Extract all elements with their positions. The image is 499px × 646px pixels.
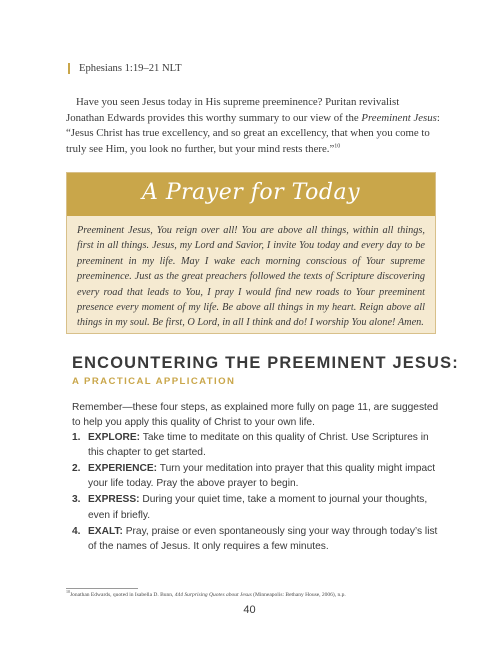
step-item (72, 430, 440, 460)
step-text: Turn your meditation into prayer that this quality might impact your life today. Pray the above prayer to begin. (88, 463, 436, 490)
step-item (72, 461, 440, 491)
step-item (72, 492, 440, 522)
step-label: EXPRESS: (88, 494, 140, 506)
intro-text-end: : “Jesus Christ has true excellency, and so great an excellency, that when you come to truly see Him, you look no further, but your mind rests there.” (66, 111, 440, 155)
intro-text-start: Have you seen Jesus today in His supreme preeminence? Puritan revivalist Jonathan Edwards provides this worthy summary to our view of the (66, 96, 400, 124)
footnote-text-end: (Minneapolis: Bethany House, 2006), n.p. (251, 592, 346, 598)
section-title: ENCOUNTERING THE PREEMINENT JESUS: (72, 354, 459, 372)
section-subtitle: A PRACTICAL APPLICATION (72, 376, 236, 387)
steps-list (72, 430, 440, 555)
step-number: 2. (72, 463, 81, 475)
footnote-text-start: Jonathan Edwards, quoted in Isabella D. Bunn, (70, 592, 175, 598)
footnote-mark: 10 (66, 589, 70, 595)
prayer-text: Preeminent Jesus, You reign over all! You are above all things, within all things, first in all things. Jesus, my Lord and Savior, I invite You today and every day to be preeminent in my life. May I wake each morning conscious of Your supreme preeminence. Just as the great preachers followed the texts of Scripture discovering every road that leads to You, I pray I would find new roads to Your preeminent presence every moment of my life. Be above all things in my heart. Reign above all things in my soul. Be first, O Lord, in all I think and do! I worship You alone! Amen. (77, 225, 425, 329)
step-item (72, 524, 440, 554)
footnote (66, 589, 446, 598)
footnote-book-title: 444 Surprising Quotes about Jesus (174, 592, 252, 598)
step-label: EXPERIENCE: (88, 463, 158, 475)
step-number: 3. (72, 494, 81, 506)
page-number: 40 (243, 604, 256, 616)
step-number: 4. (72, 525, 81, 537)
step-text: During your quiet time, take a moment to journal your thoughts, even if briefly. (88, 494, 428, 521)
footnote-reference: 10 (334, 143, 341, 150)
prayer-box (66, 172, 436, 334)
step-number: 1. (72, 432, 81, 443)
step-label: EXALT: (88, 525, 123, 537)
step-label: EXPLORE: (88, 432, 141, 443)
intro-paragraph (66, 95, 440, 157)
steps-intro: Remember—these four steps, as explained more fully on page 11, are suggested to help you apply this quality of Christ to your own life. (72, 402, 439, 429)
step-text: Pray, praise or even spontaneously sing your way through today’s list of the names of Jesus. It only requires a few minutes. (88, 525, 438, 552)
intro-italic-phrase: Preeminent Jesus (361, 111, 437, 124)
step-text: Take time to meditate on this quality of Christ. Use Scriptures in this chapter to get started. (88, 432, 429, 459)
footnote-divider (66, 588, 138, 589)
prayer-title-band (67, 173, 435, 216)
prayer-title: A Prayer for Today (141, 180, 360, 205)
scripture-reference: Ephesians 1:19–21 NLT (68, 63, 182, 74)
